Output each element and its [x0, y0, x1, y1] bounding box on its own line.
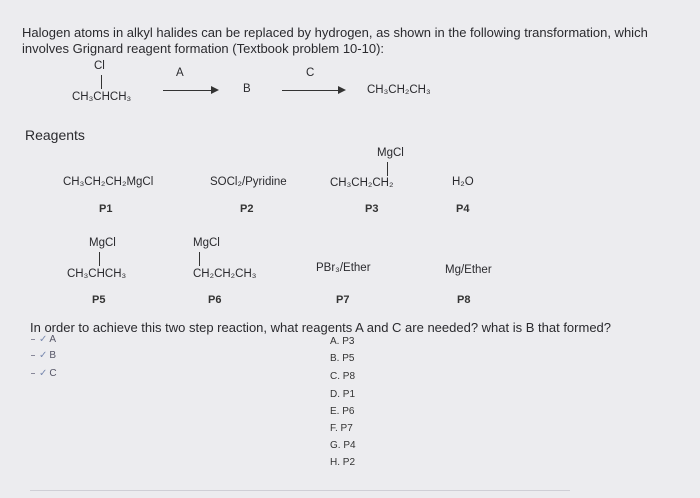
reagent-p4-label: P4: [456, 203, 470, 215]
divider: [30, 490, 570, 491]
reagent-p5-bond: [99, 252, 100, 266]
blank-label-c: C: [49, 367, 57, 379]
answer-blank-b[interactable]: [31, 348, 56, 362]
reagent-p3-label: P3: [365, 203, 379, 215]
intro-line-2: involves Grignard reagent formation (Textbook problem 10-10):: [22, 41, 385, 56]
question-text: In order to achieve this two step reaction, what reagents A and C are needed? what is B that formed?: [30, 320, 612, 335]
intermediate-b: B: [243, 83, 251, 95]
reagent-p6-label: P6: [208, 294, 222, 306]
choice-item-c: C. P8: [330, 371, 356, 382]
step-label-c: C: [306, 67, 315, 79]
reagent-p8-formula: Mg/Ether: [445, 264, 492, 276]
reagent-p8-label: P8: [457, 294, 471, 306]
step-label-a: A: [176, 67, 184, 79]
reagent-p2-formula: SOCl₂/Pyridine: [210, 176, 287, 188]
check-icon: ✓: [39, 349, 48, 361]
reagent-p2-label: P2: [240, 203, 254, 215]
reagent-p3-formula: CH₃CH₂CH₂: [330, 177, 394, 189]
reagent-p6-bond: [199, 252, 200, 266]
product: CH₃CH₂CH₃: [367, 84, 431, 96]
start-material: CH₃CHCH₃: [72, 91, 132, 103]
blank-label-b: B: [49, 349, 57, 361]
reagent-p4-formula: H₂O: [452, 176, 474, 188]
check-icon: ✓: [39, 367, 48, 379]
reagent-p5-formula: CH₃CHCH₃: [67, 268, 127, 280]
reagent-p7-formula: PBr₃/Ether: [316, 262, 371, 274]
reagent-p6-formula: CH₂CH₂CH₃: [193, 268, 257, 280]
start-substituent: Cl: [94, 60, 105, 72]
reagent-p5-label: P5: [92, 294, 106, 306]
intro-line-1: Halogen atoms in alkyl halides can be replaced by hydrogen, as shown in the following transformation, which: [22, 25, 648, 40]
choice-item-d: D. P1: [330, 389, 356, 400]
choice-item-b: B. P5: [330, 353, 355, 364]
answer-blank-a[interactable]: [31, 332, 56, 346]
check-icon: ✓: [39, 333, 48, 345]
arrow-2-head: [338, 86, 346, 94]
reagent-p6-substituent: MgCl: [193, 237, 220, 249]
reagent-p5-substituent: MgCl: [89, 237, 116, 249]
reagent-p3-substituent: MgCl: [377, 147, 404, 159]
choice-item-h: H. P2: [330, 457, 356, 468]
choice-item-f: F. P7: [330, 423, 353, 434]
choice-item-a: A. P3: [330, 336, 355, 347]
start-bond: [101, 75, 102, 89]
reagent-p1-label: P1: [99, 203, 113, 215]
arrow-1-line: [163, 90, 213, 91]
reagents-title: Reagents: [25, 127, 85, 143]
arrow-2-line: [282, 90, 340, 91]
reagent-p3-bond: [387, 162, 388, 176]
choice-item-g: G. P4: [330, 440, 356, 451]
reagent-p7-label: P7: [336, 294, 350, 306]
choice-item-e: E. P6: [330, 406, 355, 417]
reagent-p1-formula: CH₃CH₂CH₂MgCl: [63, 176, 154, 188]
arrow-1-head: [211, 86, 219, 94]
blank-label-a: A: [49, 333, 57, 345]
answer-blank-c[interactable]: [31, 366, 57, 380]
